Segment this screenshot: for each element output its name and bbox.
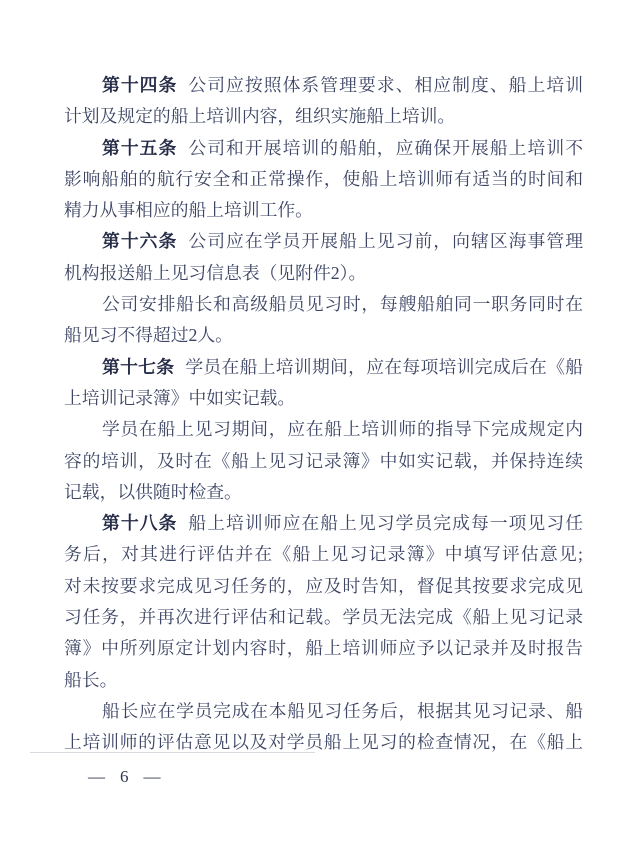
text-line: 习任务，并再次进行评估和记载。学员无法完成《船上见习记录 xyxy=(64,607,583,628)
text-line: 容的培训，及时在《船上见习记录簿》中如实记载，并保持连续 xyxy=(64,450,583,471)
text-line: 记载，以供随时检查。 xyxy=(64,481,242,502)
text-line: 船长应在学员完成在本船见习任务后，根据其见习记录、船 xyxy=(102,700,583,721)
text-line: 第十六条 公司应在学员开展船上见习前，向辖区海事管理 xyxy=(102,231,583,252)
text-line: 对未按要求完成见习任务的，应及时告知，督促其按要求完成见 xyxy=(64,575,583,596)
article-number: 第十七条 xyxy=(102,356,175,377)
text-line: 机构报送船上见习信息表（见附件2）。 xyxy=(64,262,367,283)
text-line: 第十八条 船上培训师应在船上见习学员完成每一项见习任 xyxy=(102,513,583,534)
text-line: 第十五条 公司和开展培训的船舶，应确保开展船上培训不 xyxy=(102,137,583,158)
footer-dash-left: — xyxy=(88,767,105,786)
scan-artifact-line xyxy=(30,752,315,753)
text-line: 务后，对其进行评估并在《船上见习记录簿》中填写评估意见; xyxy=(64,544,583,565)
footer-page-number: 6 xyxy=(120,767,129,786)
text-line: 第十七条 学员在船上培训期间，应在每项培训完成后在《船 xyxy=(102,356,583,377)
article-number: 第十五条 xyxy=(102,137,178,158)
article-number: 第十八条 xyxy=(102,513,178,534)
footer-dash-right: — xyxy=(143,767,161,786)
text-line: 船见习不得超过2人。 xyxy=(64,325,233,346)
text-line: 上培训记录簿》中如实记载。 xyxy=(64,387,296,408)
text-line: 上培训师的评估意见以及对学员船上见习的检查情况，在《船上 xyxy=(64,732,583,753)
text-line: 影响船舶的航行安全和正常操作，使船上培训师有适当的时间和 xyxy=(64,168,583,189)
text-line: 计划及规定的船上培训内容，组织实施船上培训。 xyxy=(64,106,456,127)
text-line: 公司安排船长和高级船员见习时，每艘船舶同一职务同时在 xyxy=(102,294,583,315)
document-body xyxy=(64,70,583,759)
article-number: 第十四条 xyxy=(102,75,178,95)
text-line: 学员在船上见习期间，应在船上培训师的指导下完成规定内 xyxy=(102,419,583,440)
article-number: 第十六条 xyxy=(102,231,178,252)
text-line: 第十四条 公司应按照体系管理要求、相应制度、船上培训 xyxy=(102,75,583,95)
text-line: 船长。 xyxy=(64,669,118,690)
text-line: 簿》中所列原定计划内容时，船上培训师应予以记录并及时报告 xyxy=(64,638,583,659)
text-line: 精力从事相应的船上培训工作。 xyxy=(64,200,313,221)
page-footer xyxy=(88,766,161,788)
